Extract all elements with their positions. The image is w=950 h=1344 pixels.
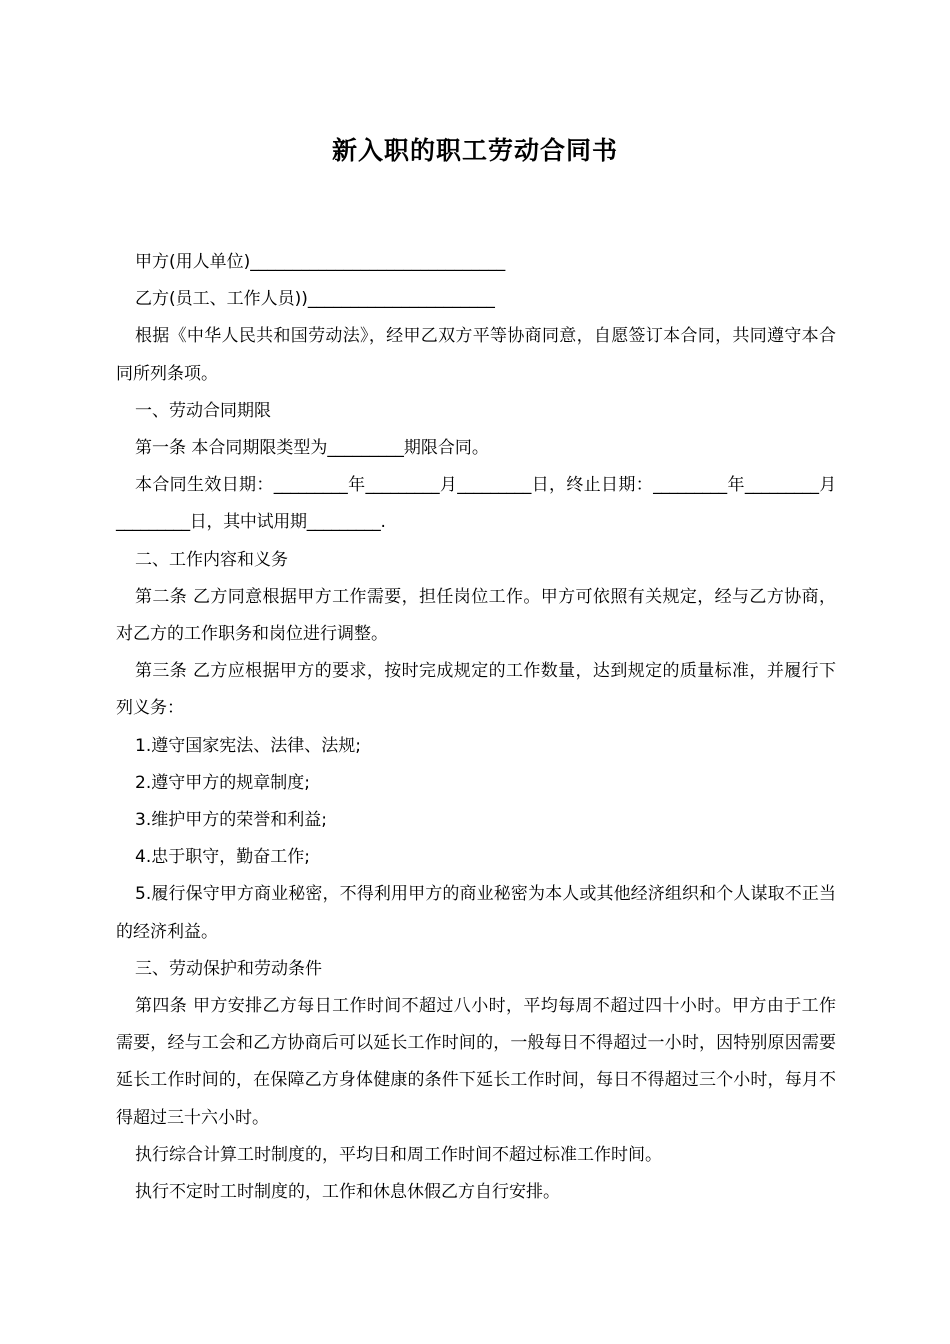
document-body — [116, 244, 836, 1211]
duty-item-1: 1.遵守国家宪法、法律、法规; — [135, 735, 361, 756]
comprehensive-hours-paragraph: 执行综合计算工时制度的，平均日和周工作时间不超过标准工作时间。 — [135, 1144, 662, 1165]
article-1: 第一条 本合同期限类型为_________期限合同。 — [135, 438, 489, 459]
duty-item-5: 5.履行保守甲方商业秘密，不得利用甲方的商业秘密为本人或其他经济组织和个人谋取不正当的经济利益。 — [116, 884, 836, 942]
flexible-hours-paragraph: 执行不定时工时制度的，工作和休息休假乙方自行安排。 — [135, 1182, 560, 1203]
article-2: 第二条 乙方同意根据甲方工作需要，担任岗位工作。甲方可依照有关规定，经与乙方协商，对乙方的工作职务和岗位进行调整。 — [116, 586, 836, 645]
section-heading-protection: 三、劳动保护和劳动条件 — [135, 958, 322, 979]
article-4: 第四条 甲方安排乙方每日工作时间不超过八小时，平均每周不超过四十小时。甲方由于工作需要，经与工会和乙方协商后可以延长工作时间的，一般每日不得超过一小时，因特别原因需要延长工作时间的，在保障乙方身体健康的条件下延长工作时间，每日不得超过三个小时，每月不得超过三十六小时。 — [116, 996, 836, 1128]
effective-date-line: 本合同生效日期：_________年_________月_________日，终止日期：_________年_________月_________日，其中试用期_________. — [116, 475, 836, 533]
article-3: 第三条 乙方应根据甲方的要求，按时完成规定的工作数量，达到规定的质量标准，并履行下列义务： — [116, 661, 836, 719]
preamble-paragraph: 根据《中华人民共和国劳动法》，经甲乙双方平等协商同意，自愿签订本合同，共同遵守本合同所列条项。 — [116, 326, 836, 384]
section-heading-term: 一、劳动合同期限 — [135, 400, 271, 421]
section-heading-duties: 二、工作内容和义务 — [135, 549, 288, 570]
duty-item-4: 4.忠于职守，勤奋工作; — [135, 847, 310, 868]
duty-item-3: 3.维护甲方的荣誉和利益; — [135, 810, 327, 831]
party-a-line: 甲方(用人单位)______________________________ — [135, 252, 506, 272]
document-title: 新入职的职工劳动合同书 — [331, 136, 618, 165]
duty-item-2: 2.遵守甲方的规章制度; — [135, 772, 310, 793]
party-b-line: 乙方(员工、工作人员))______________________ — [135, 289, 495, 310]
